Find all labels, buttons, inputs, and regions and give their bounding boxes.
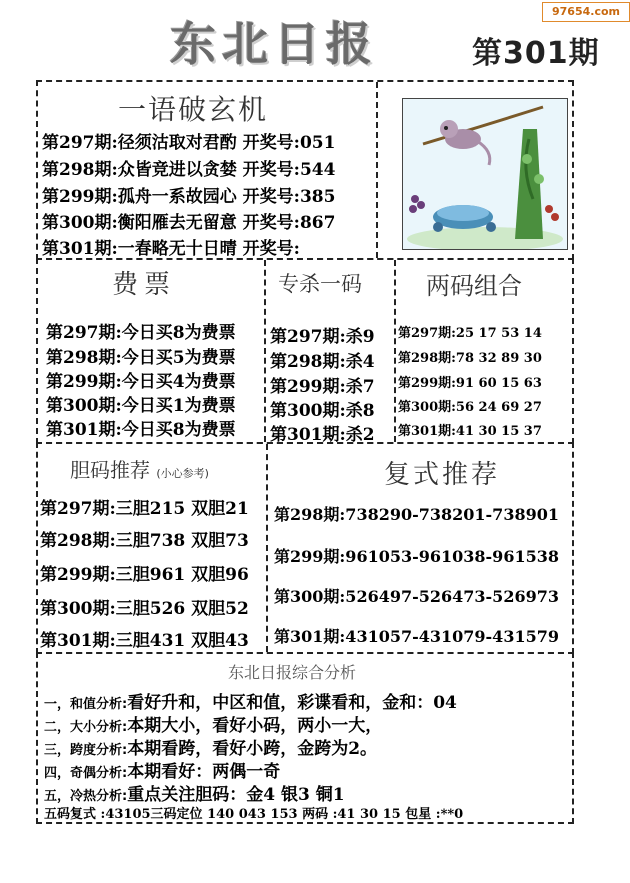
analysis-row: [44, 734, 377, 759]
analysis-row: [44, 711, 382, 736]
pair-row: 第298期:78 32 89 30: [398, 351, 542, 366]
fushi-row: 第299期:961053-961038-961538: [274, 547, 559, 566]
riddle-row: 第301期:一春略无十日晴 开奖号:: [42, 239, 300, 259]
riddle-divider: [376, 82, 378, 258]
fushi-row: 第298期:738290-738201-738901: [274, 505, 559, 524]
pair-row: 第299期:91 60 15 63: [398, 376, 542, 391]
feipiao-row: 第298期:今日买5为费票: [46, 348, 236, 368]
analysis-footer: 五码复式 :43105三码定位 140 043 153 两码 :41 30 15 包星 :**0: [44, 807, 464, 822]
pair-row: 第301期:41 30 15 37: [398, 424, 542, 439]
dan-row: 第299期:三胆961 双胆96: [40, 565, 249, 585]
fushi-title: 复式推荐: [384, 460, 501, 490]
recommend-divider: [266, 444, 268, 652]
feipiao-row: 第301期:今日买8为费票: [46, 420, 236, 440]
fushi-row: 第300期:526497-526473-526973: [274, 587, 559, 606]
site-watermark[interactable]: 97654.com: [542, 2, 630, 22]
analysis-text: 看好升和，中区和值，彩谍看和，金和：04: [127, 693, 457, 713]
dan-title-text: 胆码推荐: [70, 458, 150, 482]
pair-row: 第300期:56 24 69 27: [398, 400, 542, 415]
riddle-row: 第299期:孤舟一系故园心 开奖号:385: [42, 187, 336, 207]
analysis-text: 本期看跨，看好小跨，金跨为2。: [127, 739, 378, 759]
analysis-label: 三，跨度分析:: [44, 743, 128, 758]
analysis-label: 四，奇偶分析:: [44, 766, 128, 781]
feipiao-row: 第299期:今日买4为费票: [46, 372, 236, 392]
dan-note: (小心参考): [156, 467, 209, 480]
dan-row: 第301期:三胆431 双胆43: [40, 631, 249, 651]
pair-title: 两码组合: [426, 272, 522, 300]
kill-row: 第301期:杀2: [270, 425, 375, 445]
masthead-title: 东北日报: [170, 17, 378, 71]
analysis-row: [44, 780, 345, 805]
kill-row: 第300期:杀8: [270, 401, 375, 421]
analysis-title: 东北日报综合分析: [228, 663, 357, 682]
dan-title: [70, 454, 209, 483]
kill-row: 第297期:杀9: [270, 327, 375, 347]
analysis-text: 重点关注胆码：金4 银3 铜1: [127, 785, 345, 805]
analysis-text: 本期大小，看好小码，两小一大，: [127, 716, 383, 736]
monkey-illustration: [402, 98, 568, 250]
feipiao-title: 费票: [112, 270, 177, 300]
feipiao-row: 第297期:今日买8为费票: [46, 323, 236, 343]
dan-row: 第300期:三胆526 双胆52: [40, 599, 249, 619]
analysis-label: 二，大小分析:: [44, 720, 128, 735]
kill-row: 第298期:杀4: [270, 352, 375, 372]
analysis-label: 五，冷热分析:: [44, 789, 128, 804]
riddle-title: 一语破玄机: [118, 93, 269, 126]
dan-row: 第298期:三胆738 双胆73: [40, 531, 249, 551]
kill-row: 第299期:杀7: [270, 377, 375, 397]
col-divider-2: [394, 260, 396, 442]
pair-row: 第297期:25 17 53 14: [398, 326, 542, 341]
fushi-row: 第301期:431057-431079-431579: [274, 627, 559, 646]
kill-title: 专杀一码: [278, 272, 362, 296]
analysis-row: [44, 688, 457, 713]
analysis-row: [44, 757, 280, 782]
riddle-row: 第300期:衡阳雁去无留意 开奖号:867: [42, 213, 336, 233]
analysis-label: 一，和值分析:: [44, 697, 128, 712]
feipiao-row: 第300期:今日买1为费票: [46, 396, 236, 416]
riddle-row: 第298期:众皆竞进以贪婪 开奖号:544: [42, 160, 336, 180]
monkey-scene-icon: [403, 99, 567, 249]
dan-row: 第297期:三胆215 双胆21: [40, 499, 249, 519]
riddle-row: 第297期:径须沽取对君酌 开奖号:051: [42, 133, 336, 153]
col-divider-1: [264, 260, 266, 442]
issue-number: 第301期: [472, 36, 600, 71]
analysis-text: 本期看好：两偶一奇: [127, 762, 281, 782]
